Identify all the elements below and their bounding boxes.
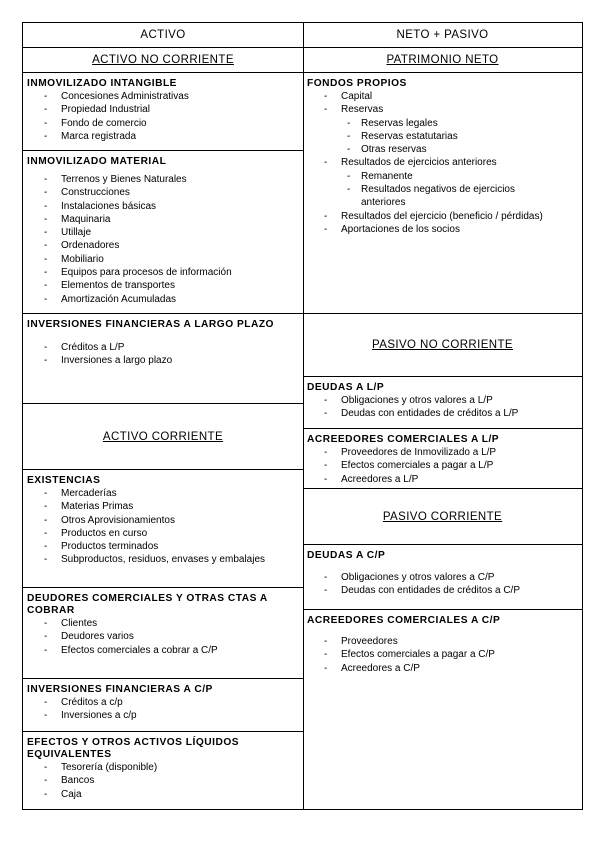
activo-column xyxy=(23,23,304,809)
list-item: - Deudas con entidades de créditos a C/P xyxy=(307,584,578,597)
sub-list-item: - Reservas estatutarias xyxy=(307,130,578,143)
list-item: - Instalaciones básicas xyxy=(27,200,299,213)
inversiones-financieras-lp-block xyxy=(23,314,303,404)
deudas-cp-block xyxy=(303,545,582,610)
list-item: - Fondo de comercio xyxy=(27,117,299,130)
list-item: - Subproductos, residuos, envases y embalajes xyxy=(27,553,299,566)
patrimonio-neto-header: PATRIMONIO NETO xyxy=(303,48,582,73)
item-list xyxy=(27,90,299,143)
list-item: - Bancos xyxy=(27,774,299,787)
neto-pasivo-column xyxy=(303,23,582,809)
list-item: - Inversiones a c/p xyxy=(27,709,299,722)
activo-header: ACTIVO xyxy=(23,23,303,48)
activo-no-corriente-header: ACTIVO NO CORRIENTE xyxy=(23,48,303,73)
neto-pasivo-header: NETO + PASIVO xyxy=(303,23,582,48)
block-title: ACREEDORES COMERCIALES A L/P xyxy=(307,434,500,445)
list-item: - Deudores varios xyxy=(27,630,299,643)
list-item: - Proveedores de Inmovilizado a L/P xyxy=(307,446,578,459)
list-item: - Aportaciones de los socios xyxy=(307,223,578,236)
block-title: EFECTOS Y OTROS ACTIVOS LÍQUIDOS EQUIVALENTES xyxy=(27,737,240,760)
item-list xyxy=(27,341,299,368)
list-item: - Marca registrada xyxy=(27,130,299,143)
list-item: - Acreedores a C/P xyxy=(307,662,578,675)
list-item: - Mobiliario xyxy=(27,253,299,266)
inmovilizado-intangible-block xyxy=(23,73,303,151)
block-title: DEUDAS A L/P xyxy=(307,382,385,393)
list-item: - Clientes xyxy=(27,617,299,630)
block-title: INMOVILIZADO INTANGIBLE xyxy=(27,78,177,89)
block-title: ACREEDORES COMERCIALES A C/P xyxy=(307,615,501,626)
item-list xyxy=(307,635,578,675)
block-title: DEUDORES COMERCIALES Y OTRAS CTAS A COBRAR xyxy=(27,593,268,616)
acreedores-comerciales-lp-block xyxy=(303,429,582,489)
activo-corriente-header: ACTIVO CORRIENTE xyxy=(23,404,303,470)
list-item: - Efectos comerciales a pagar a C/P xyxy=(307,648,578,661)
list-item: - Obligaciones y otros valores a L/P xyxy=(307,394,578,407)
list-item: - Materias Primas xyxy=(27,500,299,513)
list-item: - Propiedad Industrial xyxy=(27,103,299,116)
block-title: FONDOS PROPIOS xyxy=(307,78,407,89)
list-item: - Ordenadores xyxy=(27,239,299,252)
item-list xyxy=(27,173,299,306)
block-title: INVERSIONES FINANCIERAS A LARGO PLAZO xyxy=(27,319,274,330)
inmovilizado-material-block xyxy=(23,151,303,314)
list-item: - Utillaje xyxy=(27,226,299,239)
list-item: - Inversiones a largo plazo xyxy=(27,354,299,367)
sub-item-list xyxy=(307,170,578,210)
deudas-lp-block xyxy=(303,377,582,429)
list-item: - Deudas con entidades de créditos a L/P xyxy=(307,407,578,420)
list-item: - Créditos a c/p xyxy=(27,696,299,709)
list-item: - Concesiones Administrativas xyxy=(27,90,299,103)
list-item: - Reservas - Reservas legales - Reservas estatutarias - Otras reservas xyxy=(307,103,578,156)
list-item: - Elementos de transportes xyxy=(27,279,299,292)
item-list xyxy=(27,696,299,723)
deudores-comerciales-block xyxy=(23,588,303,679)
list-item: - Acreedores a L/P xyxy=(307,473,578,486)
item-list xyxy=(27,487,299,567)
item-list xyxy=(27,761,299,801)
list-item: - Resultados del ejercicio (beneficio / pérdidas) xyxy=(307,210,578,223)
fondos-propios-block xyxy=(303,73,582,314)
list-item: - Terrenos y Bienes Naturales xyxy=(27,173,299,186)
list-item: - Equipos para procesos de información xyxy=(27,266,299,279)
item-list xyxy=(307,394,578,421)
existencias-block xyxy=(23,470,303,588)
block-title: DEUDAS A C/P xyxy=(307,550,386,561)
list-item: - Obligaciones y otros valores a C/P xyxy=(307,571,578,584)
acreedores-comerciales-cp-block xyxy=(303,610,582,811)
list-item: - Amortización Acumuladas xyxy=(27,293,299,306)
sub-list-item: - Otras reservas xyxy=(307,143,578,156)
list-item: - Productos terminados xyxy=(27,540,299,553)
list-item: - Efectos comerciales a pagar a L/P xyxy=(307,459,578,472)
list-item: - Maquinaria xyxy=(27,213,299,226)
pasivo-corriente-header: PASIVO CORRIENTE xyxy=(303,489,582,545)
sub-item-list xyxy=(307,117,578,157)
sub-list-item: - Remanente xyxy=(307,170,578,183)
item-list xyxy=(307,90,578,236)
item-list xyxy=(27,617,299,657)
item-list xyxy=(307,446,578,486)
list-item: - Mercaderías xyxy=(27,487,299,500)
list-item: - Créditos a L/P xyxy=(27,341,299,354)
list-item: - Otros Aprovisionamientos xyxy=(27,514,299,527)
sub-list-item: - Resultados negativos de ejercicios anteriores xyxy=(307,183,578,210)
pasivo-no-corriente-header: PASIVO NO CORRIENTE xyxy=(303,314,582,377)
item-list xyxy=(307,571,578,598)
block-title: EXISTENCIAS xyxy=(27,475,101,486)
inversiones-financieras-cp-block xyxy=(23,679,303,732)
list-item: - Caja xyxy=(27,788,299,801)
efectos-activos-liquidos-block xyxy=(23,732,303,811)
list-item: - Tesorería (disponible) xyxy=(27,761,299,774)
list-item: - Capital xyxy=(307,90,578,103)
balance-sheet-table xyxy=(22,22,583,810)
block-title: INMOVILIZADO MATERIAL xyxy=(27,156,167,167)
block-title: INVERSIONES FINANCIERAS A C/P xyxy=(27,684,213,695)
list-item: - Proveedores xyxy=(307,635,578,648)
list-item: - Resultados de ejercicios anteriores - Remanente - Resultados negativos de ejercicios anteriores xyxy=(307,156,578,209)
list-item: - Efectos comerciales a cobrar a C/P xyxy=(27,644,299,657)
sub-list-item: - Reservas legales xyxy=(307,117,578,130)
list-item: - Construcciones xyxy=(27,186,299,199)
list-item: - Productos en curso xyxy=(27,527,299,540)
